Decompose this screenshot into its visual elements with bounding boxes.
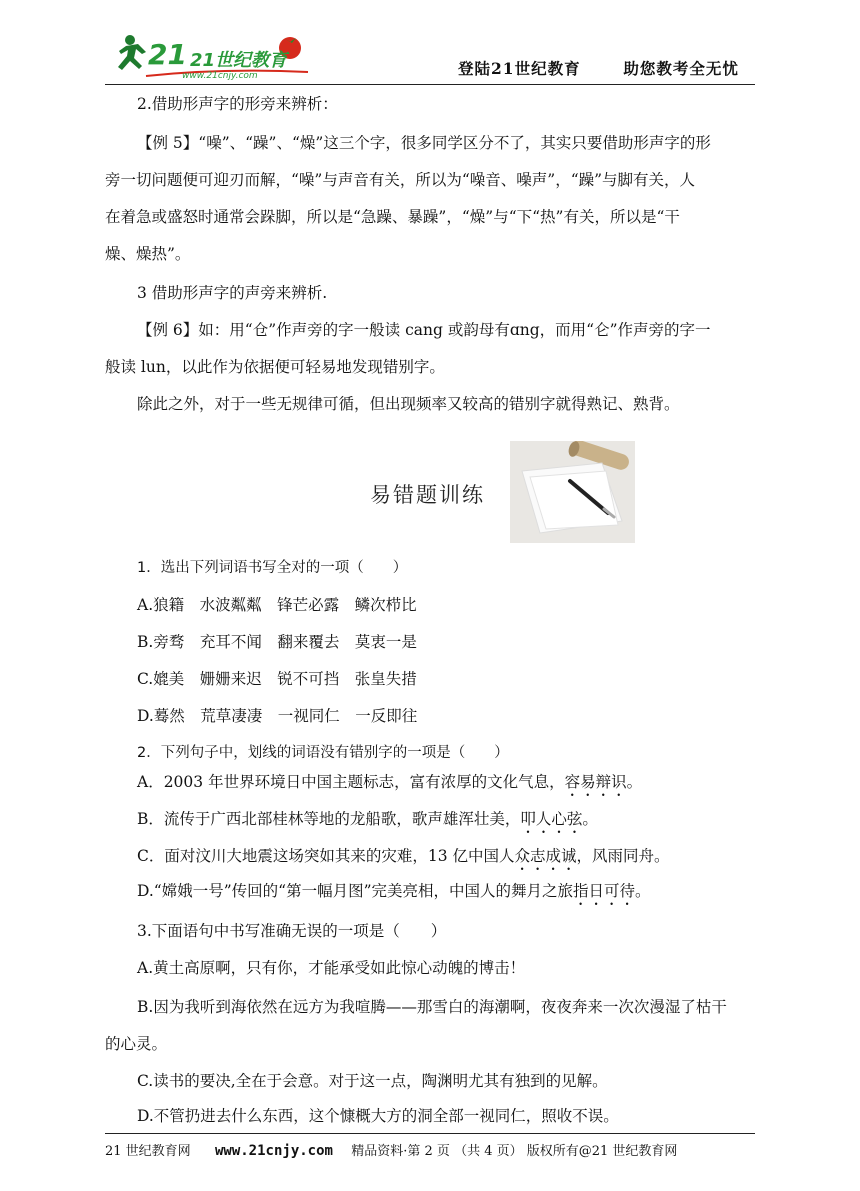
q3-option-b-line1: B.因为我听到海依然在远方为我喧腾——那雪白的海潮啊，夜夜奔来一次次漫湿了枯干 [137, 998, 727, 1016]
paper-pen-illustration [510, 441, 635, 543]
q3-option-d: D.不管扔进去什么东西，这个慷概大方的洞全部一视同仁，照收不误。 [137, 1107, 619, 1125]
q2-c-text: C．面对汶川大地震这场突如其来的灾难，13 亿中国人 [137, 847, 515, 865]
q1-option-a: A.狼籍 水波粼粼 锋芒必露 鳞次栉比 [137, 596, 417, 614]
paragraph-example6-line1: 【例 6】如：用“仓”作声旁的字一般读 cang 或韵母有ɑng，而用“仑”作声旁的字一 [137, 321, 711, 339]
q2-option-a [137, 772, 642, 800]
paragraph-example5-line1: 【例 5】“噪”、“躁”、“燥”这三个字，很多同学区分不了，其实只要借助形声字的形 [137, 134, 711, 152]
q3-option-a: A.黄土高原啊，只有你，才能承受如此惊心动魄的博击！ [137, 959, 526, 977]
q2-a-text: A．2003 年世界环境日中国主题标志，富有浓厚的文化气息， [137, 773, 565, 791]
q2-b-text: B．流传于广西北部桂林等地的龙船歌，歌声雄浑壮美， [137, 810, 521, 828]
svg-text:21: 21 [148, 38, 187, 71]
q2-d-marked: 指日可待 [573, 882, 636, 900]
q2-d-end: 。 [635, 882, 651, 900]
paragraph-example5-line2: 旁一切问题便可迎刃而解，“噪”与声音有关，所以为“噪音、噪声”，“躁”与脚有关，人 [105, 171, 696, 189]
q3-option-c: C.读书的要决,全在于会意。对于这一点，陶渊明尤其有独到的见解。 [137, 1072, 608, 1090]
header-slogan [458, 57, 739, 79]
slogan-right: 助您教考全无忧 [623, 59, 739, 78]
q1-option-c: C.媲美 姗姗来迟 锐不可挡 张皇失措 [137, 670, 417, 688]
q1-option-d: D.蓦然 荒草凄凄 一视同仁 一反即往 [137, 707, 418, 725]
q1-stem: 1．选出下列词语书写全对的一项（ ） [137, 560, 408, 576]
paragraph-example5-line3: 在着急或盛怒时通常会跺脚，所以是“急躁、暴躁”，“燥”与“下“热”有关，所以是“干 [105, 208, 680, 226]
paragraph-example6-line2: 般读 lun，以此作为依据便可轻易地发现错别字。 [105, 358, 445, 376]
footer-divider [105, 1133, 755, 1134]
q2-b-end: 。 [582, 810, 598, 828]
q2-c-marked: 众志成诚 [514, 847, 577, 865]
footer-url[interactable]: www.21cnjy.com [214, 1143, 333, 1159]
q2-option-b [137, 809, 598, 837]
paragraph-other: 除此之外，对于一些无规律可循，但出现频率又较高的错别字就得熟记、熟背。 [137, 395, 680, 413]
paragraph-heading-2: 2.借助形声字的形旁来辨析： [137, 95, 338, 113]
q3-option-b-line2: 的心灵。 [105, 1035, 168, 1053]
q3-stem: 3.下面语句中书写准确无误的一项是（ ） [137, 922, 447, 940]
q2-c-end: ，风雨同舟。 [576, 847, 670, 865]
logo-21cnjy [112, 30, 312, 82]
q2-b-marked: 叩人心弦 [520, 810, 583, 828]
slogan-left: 登陆21世纪教育 [458, 59, 581, 78]
section-title: 易错题训练 [370, 483, 485, 507]
q2-option-c [137, 846, 670, 874]
q2-stem: 2．下列句子中，划线的词语没有错别字的一项是（ ） [137, 745, 509, 761]
q2-d-text: D.“嫦娥一号”传回的“第一幅月图”完美亮相，中国人的舞月之旅 [137, 882, 573, 900]
footer-site-name: 21 世纪教育网 [105, 1144, 191, 1159]
header-divider [105, 84, 755, 85]
paragraph-example5-line4: 燥、燥热”。 [105, 245, 191, 263]
logo-url: www.21cnjy.com [182, 71, 258, 81]
q2-a-marked: 容易辩识 [564, 773, 627, 791]
q2-option-d [137, 881, 651, 909]
footer-info: 精品资料·第 2 页 （共 4 页） 版权所有@21 世纪教育网 [351, 1144, 678, 1159]
q1-option-b: B.旁骛 充耳不闻 翻来覆去 莫衷一是 [137, 633, 417, 651]
paragraph-heading-3: 3 借助形声字的声旁来辨析. [137, 284, 328, 302]
logo-text: 21世纪教育 [190, 50, 288, 71]
q2-a-end: 。 [626, 773, 643, 791]
footer [105, 1140, 677, 1159]
